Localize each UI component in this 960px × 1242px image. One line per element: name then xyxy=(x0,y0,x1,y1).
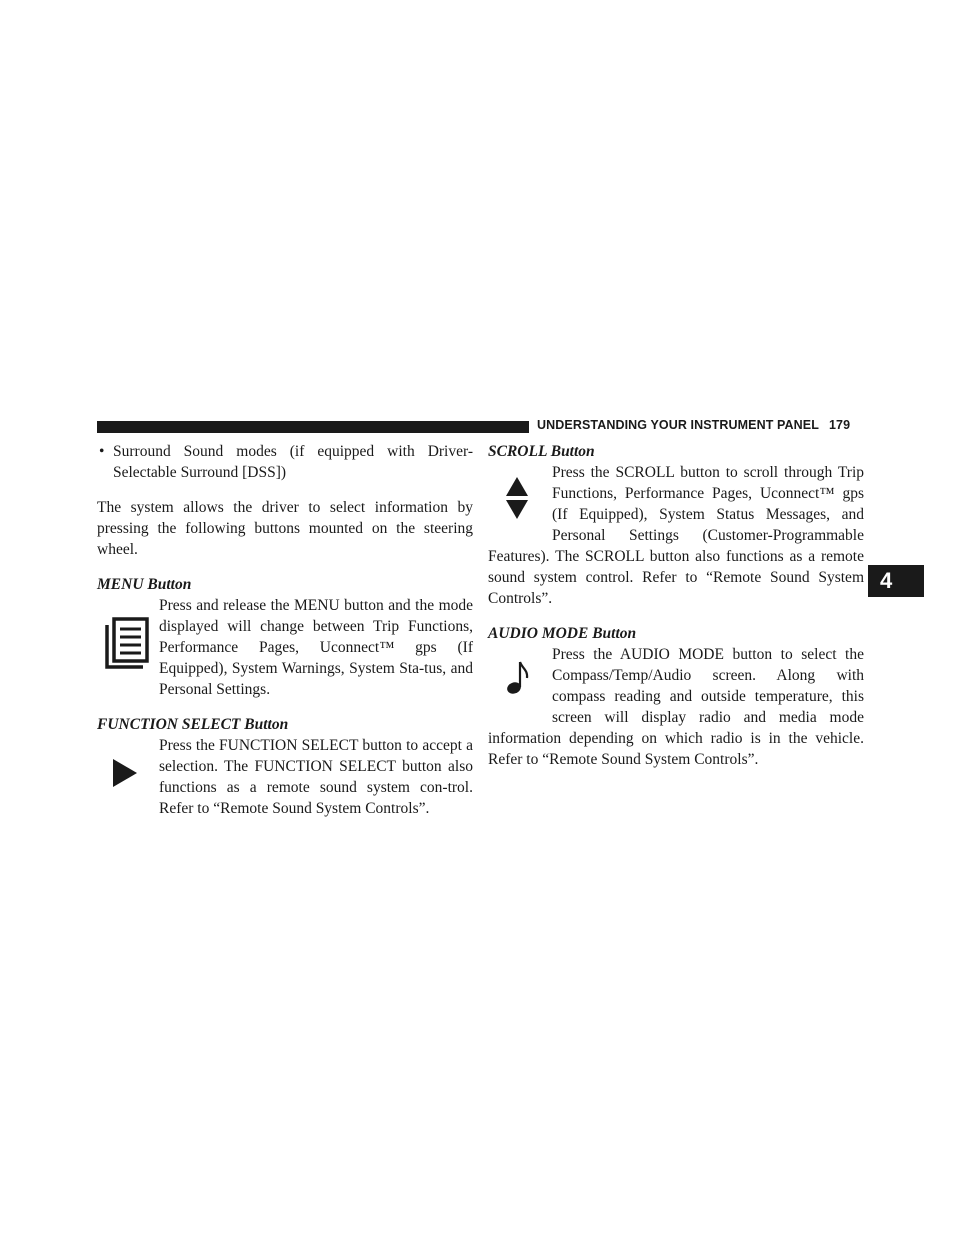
header-bar xyxy=(97,421,529,433)
menu-text: Press and release the MENU button and the mode displayed will change between Trip Functions, Performance Pages, Uconnect™ gps (If Equipped), System Warnings, System Sta-tus, and Personal Settings. xyxy=(159,597,473,698)
right-column xyxy=(488,441,864,784)
page-number: 179 xyxy=(828,418,851,432)
bullet-line2: Selectable Surround [DSS]) xyxy=(113,464,287,481)
chapter-tab: 4 xyxy=(868,565,924,597)
audio-mode-description xyxy=(488,644,864,770)
audio-mode-text: Press the AUDIO MODE button to select the Compass/Temp/Audio screen. Along with compass reading and outside temperature, this screen will display radio and media mode information depending on which radio is in the vehicle. Refer to “Remote Sound System Controls”. xyxy=(488,646,864,768)
function-select-text: Press the FUNCTION SELECT button to accept a selection. The FUNCTION SELECT button also functions as a remote sound system con-trol. Refer to “Remote Sound System Controls”. xyxy=(159,737,473,817)
bullet-item xyxy=(97,441,473,483)
menu-description xyxy=(97,595,473,700)
bullet-line1: Surround Sound modes (if equipped with Driver- xyxy=(113,443,473,460)
audio-mode-heading: AUDIO MODE Button xyxy=(488,625,637,642)
scroll-text: Press the SCROLL button to scroll through Trip Functions, Performance Pages, Uconnect™ gps (If Equipped), System Status Messages, and Personal Settings (Customer-Programmable Features). The SCROLL button also functions as a remote sound system control. Refer to “Remote Sound System Controls”. xyxy=(488,464,864,607)
left-column xyxy=(97,441,473,833)
scroll-description xyxy=(488,462,864,609)
function-select-description xyxy=(97,735,473,819)
function-select-heading: FUNCTION SELECT Button xyxy=(97,716,289,733)
bullet-dot: • xyxy=(99,443,105,460)
play-arrow-icon xyxy=(97,735,159,819)
menu-heading: MENU Button xyxy=(97,576,192,593)
up-down-arrows-icon xyxy=(488,462,552,546)
running-header xyxy=(537,418,850,432)
scroll-heading: SCROLL Button xyxy=(488,443,595,460)
intro-paragraph: The system allows the driver to select information by pressing the following buttons mounted on the steering wheel. xyxy=(97,499,473,558)
section-title: UNDERSTANDING YOUR INSTRUMENT PANEL xyxy=(537,418,819,432)
music-note-icon xyxy=(488,644,552,728)
menu-list-icon xyxy=(97,595,159,681)
